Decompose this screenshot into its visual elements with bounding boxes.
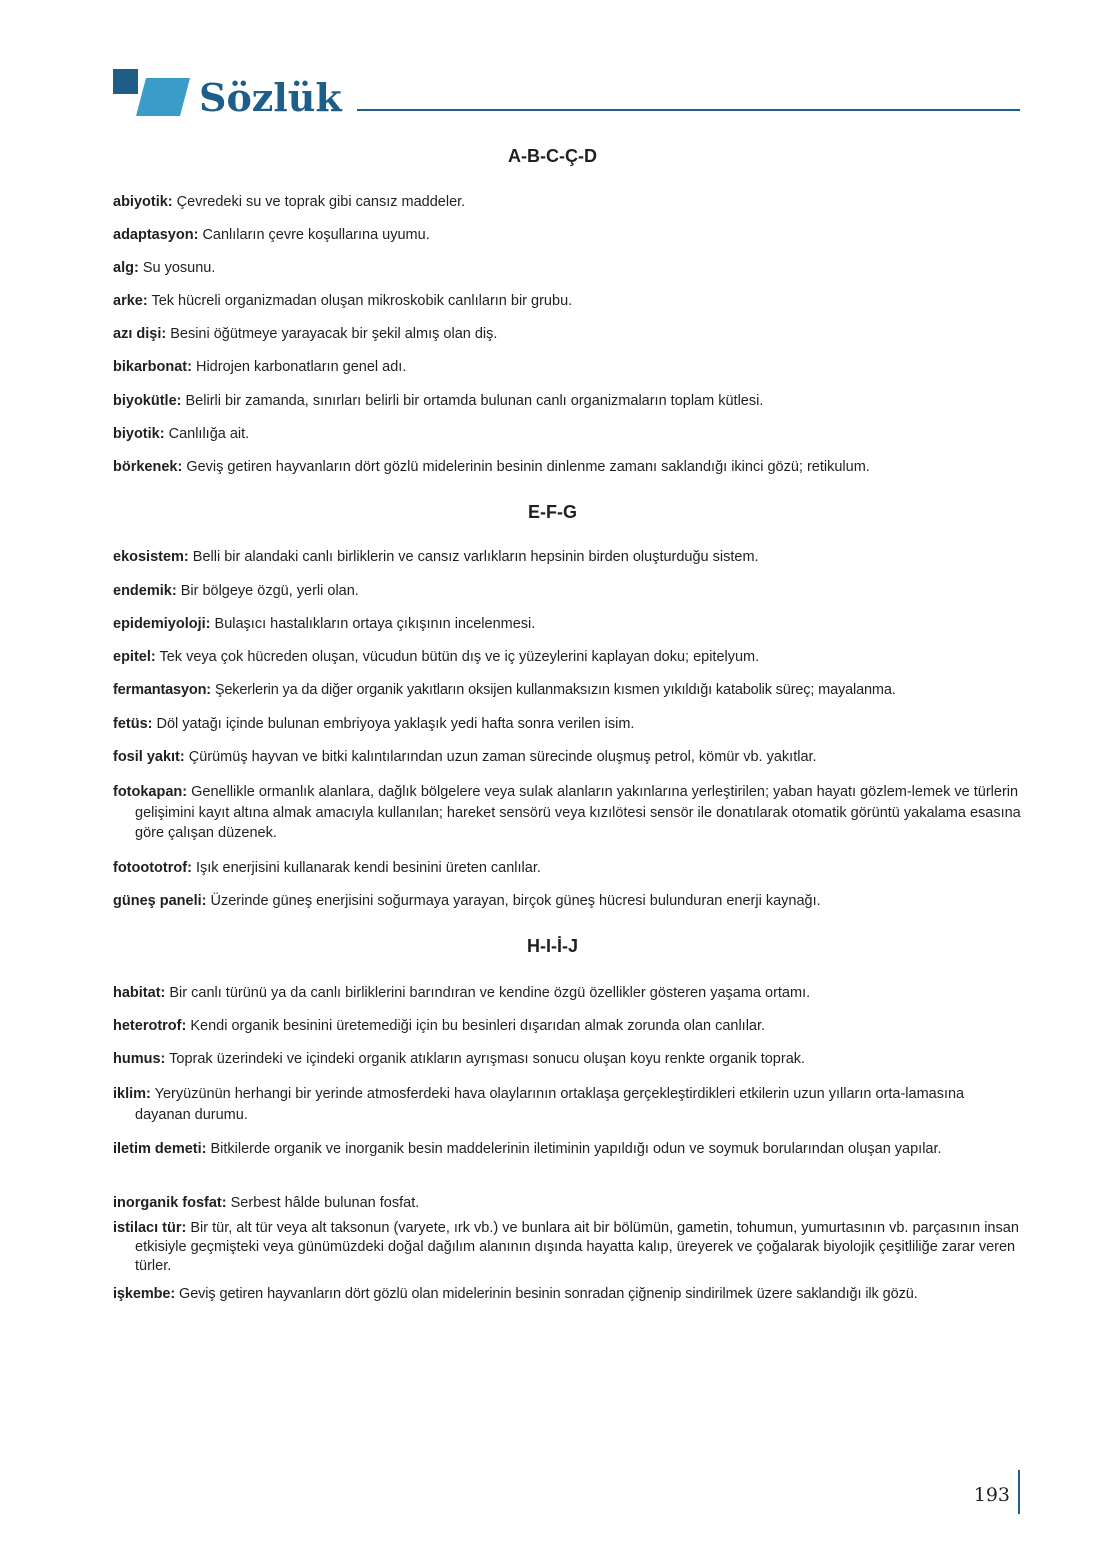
entry-term: iklim:: [113, 1086, 151, 1102]
entry-term: fotokapan:: [113, 784, 188, 800]
entry-term: epitel:: [113, 649, 156, 665]
entry-term: istilacı tür:: [113, 1220, 187, 1236]
entry-definition: Bir tür, alt tür veya alt taksonun (varyete, ırk vb.) ve bunlara ait bir bölümün, gametin, tohumun, yumurtasının vb. parçasının insan etkisiyle geçmişteki veya günümüzdeki doğal dağılım alanının dışında hayatta kalıp, üreyerek ve çoğalarak biyolojik çeşitliliğe zarar veren türler.: [135, 1220, 1019, 1274]
glossary-entry: [113, 891, 1045, 912]
glossary-entry: [113, 614, 1045, 635]
glossary-entry: [113, 782, 1025, 844]
section-heading: E-F-G: [528, 502, 577, 522]
glossary-entry: [113, 457, 1045, 478]
glossary-entry: [113, 324, 1045, 345]
glossary-entry: [113, 1049, 1045, 1070]
entry-term: bikarbonat:: [113, 359, 192, 375]
entry-term: fetüs:: [113, 716, 153, 732]
entry-definition: Geviş getiren hayvanların dört gözlü midelerinin besinin dinlenme zamanı saklandığı ikinci gözü; retikulum.: [186, 459, 870, 475]
entry-definition: Işık enerjisini kullanarak kendi besinini üreten canlılar.: [195, 860, 541, 876]
entry-definition: Bitkilerde organik ve inorganik besin maddelerinin iletiminin yapıldığı odun ve soymuk borularından oluşan yapılar.: [210, 1141, 942, 1157]
entry-definition: Bir bölgeye özgü, yerli olan.: [180, 583, 359, 599]
entry-definition: Serbest hâlde bulunan fosfat.: [230, 1195, 420, 1211]
entry-definition: Şekerlerin ya da diğer organik yakıtların oksijen kullanmaksızın kısmen yıkıldığı katabolik süreç; mayalanma.: [214, 682, 896, 698]
entry-term: adaptasyon:: [113, 227, 199, 243]
section-heading: A-B-C-Ç-D: [508, 146, 597, 166]
entry-definition: Hidrojen karbonatların genel adı.: [195, 359, 407, 375]
glossary-entry: [113, 547, 1045, 568]
entry-term: habitat:: [113, 985, 166, 1001]
page-title: Sözlük: [199, 75, 342, 120]
glossary-entry: [113, 680, 1045, 701]
entry-definition: Besini öğütmeye yarayacak bir şekil almış olan diş.: [170, 326, 498, 342]
glossary-entry: [113, 192, 1045, 213]
entry-definition: Çürümüş hayvan ve bitki kalıntılarından uzun zaman sürecinde oluşmuş petrol, kömür vb. yakıtlar.: [188, 749, 817, 765]
logo-light-parallelogram: [136, 78, 190, 116]
entry-definition: Tek hücreli organizmadan oluşan mikroskobik canlıların bir grubu.: [151, 293, 573, 309]
entry-term: biyotik:: [113, 426, 165, 442]
entry-term: işkembe:: [113, 1286, 176, 1302]
glossary-entry: [113, 1016, 1045, 1037]
glossary-entry: [113, 1284, 1045, 1305]
entry-term: abiyotik:: [113, 194, 173, 210]
entry-term: azı dişi:: [113, 326, 167, 342]
glossary-entry: [113, 581, 1045, 602]
entry-term: börkenek:: [113, 459, 183, 475]
entry-definition: Toprak üzerindeki ve içindeki organik atıkların ayrışması sonucu oluşan koyu renkte organik toprak.: [169, 1051, 806, 1067]
glossary-entry: [113, 858, 1045, 879]
glossary-entry: [113, 647, 1045, 668]
title-rule: [357, 109, 1020, 111]
glossary-entry: [113, 291, 1045, 312]
entry-term: biyokütle:: [113, 393, 182, 409]
entry-definition: Genellikle ormanlık alanlara, dağlık bölgelere veya sulak alanların yakınlarına yerleştirilen; yaban hayatı gözlem-lemek ve türlerin gelişimini kayıt altına almak amacıyla kullanılan; hareket sensörü veya kızılötesi sensör ile donatılarak otomatik görüntü yakalama esasına göre çalışan düzenek.: [135, 784, 1021, 841]
entry-term: inorganik fosfat:: [113, 1195, 227, 1211]
entry-term: epidemiyoloji:: [113, 616, 211, 632]
section-heading: H-I-İ-J: [527, 936, 578, 956]
glossary-entry: [113, 357, 1045, 378]
glossary-entry: [113, 714, 1045, 735]
entry-definition: Geviş getiren hayvanların dört gözlü olan midelerinin besinin sonradan çiğnenip sindirilmek üzere saklandığı ilk gözü.: [179, 1286, 918, 1302]
glossary-entry: [113, 391, 1045, 412]
logo-dark-square: [113, 69, 138, 94]
entry-definition: Bir canlı türünü ya da canlı birliklerini barındıran ve kendine özgü özellikler gösteren yaşama ortamı.: [169, 985, 811, 1001]
entry-term: arke:: [113, 293, 148, 309]
entry-definition: Üzerinde güneş enerjisini soğurmaya yarayan, birçok güneş hücresi bulunduran enerji kaynağı.: [210, 893, 821, 909]
entry-definition: Canlılığa ait.: [168, 426, 250, 442]
glossary-entry: [113, 1139, 1005, 1160]
entry-definition: Çevredeki su ve toprak gibi cansız maddeler.: [176, 194, 466, 210]
entry-term: ekosistem:: [113, 549, 189, 565]
entry-term: heterotrof:: [113, 1018, 187, 1034]
entry-term: fotoototrof:: [113, 860, 192, 876]
entry-definition: Belli bir alandaki canlı birliklerin ve cansız varlıkların hepsinin birden oluşturduğu sistem.: [192, 549, 759, 565]
page-number-rule: [1018, 1470, 1020, 1514]
entry-term: fermantasyon:: [113, 682, 211, 698]
entry-term: iletim demeti:: [113, 1141, 207, 1157]
entry-definition: Yeryüzünün herhangi bir yerinde atmosferdeki hava olaylarının ortaklaşa gerçekleştirdikleri etkilerin uzun yılların orta-lamasına dayanan durumu.: [135, 1086, 965, 1123]
entry-term: humus:: [113, 1051, 166, 1067]
glossary-entry: [113, 424, 1045, 445]
entry-definition: Canlıların çevre koşullarına uyumu.: [202, 227, 430, 243]
glossary-entry: [113, 1219, 1045, 1276]
entry-definition: Su yosunu.: [142, 260, 216, 276]
glossary-entry: [113, 1084, 1020, 1125]
entry-definition: Döl yatağı içinde bulunan embriyoya yaklaşık yedi hafta sonra verilen isim.: [156, 716, 635, 732]
page-number: 193: [973, 1484, 1010, 1506]
entry-term: alg:: [113, 260, 139, 276]
glossary-entry: [113, 747, 1045, 768]
entry-term: endemik:: [113, 583, 177, 599]
glossary-entry: [113, 258, 1045, 279]
glossary-entry: [113, 1193, 1045, 1214]
entry-definition: Kendi organik besinini üretemediği için bu besinleri dışarıdan almak zorunda olan canlılar.: [190, 1018, 766, 1034]
entry-term: güneş paneli:: [113, 893, 207, 909]
entry-definition: Belirli bir zamanda, sınırları belirli bir ortamda bulunan canlı organizmaların toplam kütlesi.: [185, 393, 764, 409]
entry-term: fosil yakıt:: [113, 749, 185, 765]
entry-definition: Bulaşıcı hastalıkların ortaya çıkışının incelenmesi.: [214, 616, 536, 632]
glossary-entry: [113, 225, 1045, 246]
glossary-entry: [113, 983, 1045, 1004]
entry-definition: Tek veya çok hücreden oluşan, vücudun bütün dış ve iç yüzeylerini kaplayan doku; epitelyum.: [159, 649, 760, 665]
